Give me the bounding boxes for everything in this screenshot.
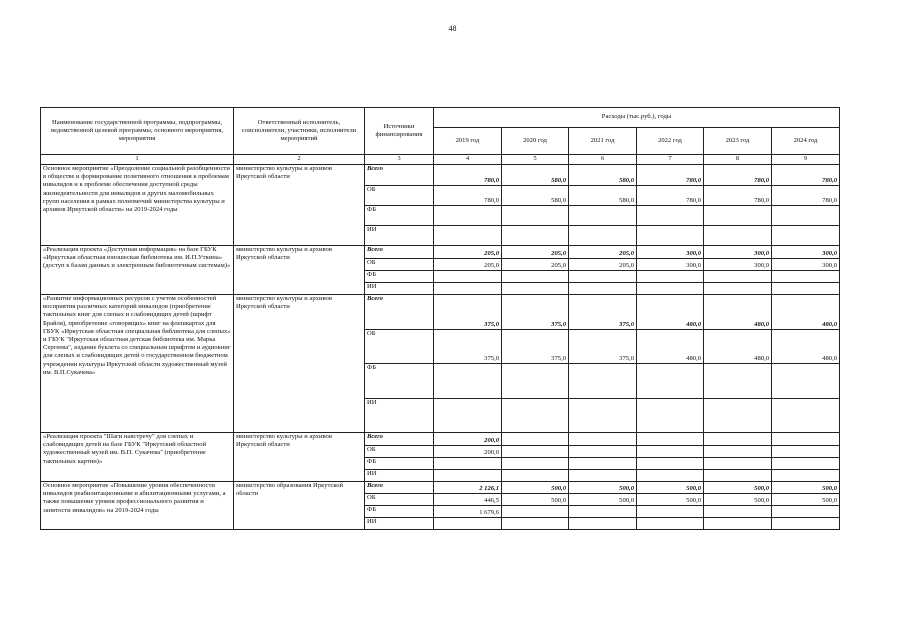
expense-value: 580,0 — [502, 165, 569, 186]
expense-value — [704, 446, 772, 458]
header-name: Наименование государственной программы, подпрограммы, ведомственной целевой программы, основного мероприятия, мероприятия — [41, 108, 234, 155]
expense-value: 205,0 — [502, 246, 569, 259]
expense-value — [772, 470, 840, 482]
expense-value — [704, 399, 772, 433]
column-number: 2 — [234, 155, 365, 165]
expense-value — [434, 399, 502, 433]
expense-value — [772, 206, 840, 226]
executor-name: министерство культуры и архивов Иркутской области — [234, 295, 365, 433]
expense-value — [772, 506, 840, 518]
expense-value: 205,0 — [569, 259, 637, 271]
expense-value — [637, 518, 704, 530]
column-number: 4 — [434, 155, 502, 165]
expense-value — [704, 226, 772, 246]
funding-source: ФБ — [365, 206, 434, 226]
expense-value: 580,0 — [569, 165, 637, 186]
funding-source: Всего — [365, 433, 434, 446]
page-number: 48 — [448, 24, 457, 33]
expense-value — [704, 433, 772, 446]
expense-value: 780,0 — [434, 165, 502, 186]
activity-name: Основное мероприятие «Преодоление социальной разобщенности в обществе и формирование позитивного отношения к проблемам инвалидов и к проблеме обеспечения доступной среды жизнедеятельности для инвалидов и других маломобильных групп населения в рамках полномочий министерства культуры и архивов Иркутской области» на 2019-2024 годы — [41, 165, 234, 246]
expense-value: 300,0 — [637, 259, 704, 271]
activity-name: «Развитие информационных ресурсов с учетом особенностей восприятия различных категорий инвалидов (приобретение тактильных книг для слепых и слабовидящих детей (шрифт Брайля), приобретение «говорящих» книг на флешкартах для ГБУК «Иркутская областная специальная библиотека для слепых» и ГБУК "Иркутская областная детская библиотека им. Марка Сергеева", издание буклета со специальным шрифтом и аудиокниг для слепых и слабовидящих детей о государственном бюджетном учреждении культуры Иркутской области художественный музей им. В.П.Сукачева» — [41, 295, 234, 433]
header-year: 2019 год — [434, 128, 502, 155]
column-number: 3 — [365, 155, 434, 165]
expense-value — [434, 206, 502, 226]
executor-name: министерство культуры и архивов Иркутской области — [234, 433, 365, 482]
activity-name: «Реализация проекта «Доступная информация» на базе ГБУК «Иркутская областная юношеская библиотека им. И.П.Уткина» (доступ к базам данных и электронным библиотечным системам)» — [41, 246, 234, 295]
expense-value: 375,0 — [502, 295, 569, 330]
expense-value: 205,0 — [569, 246, 637, 259]
expense-value: 580,0 — [569, 186, 637, 206]
expense-value: 500,0 — [637, 482, 704, 494]
funding-source: ФБ — [365, 506, 434, 518]
expense-value — [502, 458, 569, 470]
expense-value — [569, 271, 637, 283]
expense-value: 200,0 — [434, 446, 502, 458]
expense-value — [434, 364, 502, 399]
expense-value — [772, 226, 840, 246]
expense-value: 580,0 — [502, 186, 569, 206]
funding-source: ОБ — [365, 494, 434, 506]
column-number: 5 — [502, 155, 569, 165]
expense-value: 500,0 — [637, 494, 704, 506]
expense-value — [434, 470, 502, 482]
expense-value — [502, 518, 569, 530]
expense-value — [704, 271, 772, 283]
expense-value — [502, 283, 569, 295]
expense-value: 480,0 — [704, 330, 772, 364]
column-number: 6 — [569, 155, 637, 165]
funding-source: ОБ — [365, 330, 434, 364]
funding-source: ФБ — [365, 364, 434, 399]
executor-name: министерство культуры и архивов Иркутской области — [234, 165, 365, 246]
expense-value: 375,0 — [434, 330, 502, 364]
expense-value — [772, 364, 840, 399]
expense-value — [569, 433, 637, 446]
expense-value — [772, 433, 840, 446]
table-row — [41, 482, 840, 494]
expense-value — [637, 470, 704, 482]
expense-value — [637, 283, 704, 295]
expense-value — [704, 506, 772, 518]
executor-name: министерство культуры и архивов Иркутской области — [234, 246, 365, 295]
expense-value: 480,0 — [772, 330, 840, 364]
expense-value: 2 126,1 — [434, 482, 502, 494]
expense-value: 780,0 — [772, 186, 840, 206]
header-year: 2021 год — [569, 128, 637, 155]
table-row — [41, 165, 840, 186]
expense-value: 500,0 — [704, 494, 772, 506]
funding-source: Всего — [365, 295, 434, 330]
funding-source: ОБ — [365, 259, 434, 271]
expense-value: 480,0 — [637, 295, 704, 330]
table-row — [41, 433, 840, 446]
column-number: 7 — [637, 155, 704, 165]
funding-source: ИИ — [365, 518, 434, 530]
expense-value — [502, 206, 569, 226]
expense-value — [569, 206, 637, 226]
expense-value — [434, 271, 502, 283]
table-row — [41, 295, 840, 330]
expense-value — [704, 364, 772, 399]
expense-value: 205,0 — [434, 259, 502, 271]
expense-value — [772, 446, 840, 458]
funding-source: ИИ — [365, 399, 434, 433]
budget-table — [40, 107, 840, 530]
activity-name: «Реализация проекта "Шаги навстречу" для слепых и слабовидящих детей на базе ГБУК "Иркутский областной художественный музей им. В.П. Сукачева" (приобретение тактильных картин)» — [41, 433, 234, 482]
expense-value — [637, 206, 704, 226]
expense-value — [637, 433, 704, 446]
funding-source: Всего — [365, 246, 434, 259]
header-expenses: Расходы (тыс.руб.), годы — [434, 108, 840, 128]
expense-value — [637, 506, 704, 518]
expense-value — [569, 470, 637, 482]
expense-value: 780,0 — [704, 165, 772, 186]
header-executor: Ответственный исполнитель, соисполнители, участники, исполнители мероприятий — [234, 108, 365, 155]
expense-value — [569, 226, 637, 246]
expense-value — [569, 446, 637, 458]
expense-value: 1 679,6 — [434, 506, 502, 518]
expense-value — [704, 458, 772, 470]
header-year: 2020 год — [502, 128, 569, 155]
expense-value: 300,0 — [704, 259, 772, 271]
expense-value — [569, 283, 637, 295]
expense-value: 375,0 — [569, 330, 637, 364]
expense-value: 780,0 — [637, 165, 704, 186]
column-number: 1 — [41, 155, 234, 165]
expense-value: 780,0 — [434, 186, 502, 206]
funding-source: ФБ — [365, 271, 434, 283]
expense-value: 500,0 — [772, 482, 840, 494]
expense-value — [434, 518, 502, 530]
expense-value: 200,0 — [434, 433, 502, 446]
expense-value — [772, 518, 840, 530]
expense-value — [704, 206, 772, 226]
header-source: Источники финансирования — [365, 108, 434, 155]
expense-value — [569, 458, 637, 470]
expense-value — [637, 271, 704, 283]
expense-value: 500,0 — [704, 482, 772, 494]
expense-value: 300,0 — [772, 259, 840, 271]
expense-value — [772, 271, 840, 283]
funding-source: ИИ — [365, 283, 434, 295]
expense-value — [772, 399, 840, 433]
expense-value — [772, 458, 840, 470]
expense-value — [502, 364, 569, 399]
expense-value: 300,0 — [704, 246, 772, 259]
expense-value: 300,0 — [772, 246, 840, 259]
expense-value — [502, 446, 569, 458]
expense-value — [637, 399, 704, 433]
expense-value — [704, 518, 772, 530]
expense-value — [502, 433, 569, 446]
expense-value — [434, 458, 502, 470]
table-row — [41, 246, 840, 259]
header-year: 2022 год — [637, 128, 704, 155]
expense-value: 205,0 — [434, 246, 502, 259]
expense-value — [637, 458, 704, 470]
expense-value — [502, 271, 569, 283]
expense-value: 780,0 — [772, 165, 840, 186]
funding-source: Всего — [365, 165, 434, 186]
expense-value — [772, 283, 840, 295]
expense-value: 500,0 — [569, 494, 637, 506]
expense-value — [569, 399, 637, 433]
expense-value: 500,0 — [772, 494, 840, 506]
expense-value: 446,5 — [434, 494, 502, 506]
expense-value: 375,0 — [569, 295, 637, 330]
activity-name: Основное мероприятие «Повышение уровня обеспеченности инвалидов реабилитационными и абилитационными услугами, а также повышение уровня профессионального развития и занятости инвалидов» на 2019-2024 годы — [41, 482, 234, 530]
expense-value: 480,0 — [637, 330, 704, 364]
expense-value — [637, 446, 704, 458]
column-number: 8 — [704, 155, 772, 165]
expense-value: 205,0 — [502, 259, 569, 271]
executor-name: министерство образования Иркутской области — [234, 482, 365, 530]
expense-value — [569, 518, 637, 530]
funding-source: ФБ — [365, 458, 434, 470]
header-year: 2024 год — [772, 128, 840, 155]
expense-value: 480,0 — [704, 295, 772, 330]
expense-value — [502, 506, 569, 518]
expense-value: 300,0 — [637, 246, 704, 259]
expense-value — [569, 506, 637, 518]
funding-source: ОБ — [365, 446, 434, 458]
expense-value: 500,0 — [502, 494, 569, 506]
funding-source: Всего — [365, 482, 434, 494]
column-number: 9 — [772, 155, 840, 165]
expense-value — [434, 283, 502, 295]
expense-value: 780,0 — [704, 186, 772, 206]
expense-value — [637, 364, 704, 399]
expense-value — [502, 470, 569, 482]
expense-value — [434, 226, 502, 246]
expense-value: 480,0 — [772, 295, 840, 330]
expense-value — [704, 470, 772, 482]
expense-value — [637, 226, 704, 246]
funding-source: ИИ — [365, 470, 434, 482]
expense-value: 780,0 — [637, 186, 704, 206]
header-year: 2023 год — [704, 128, 772, 155]
expense-value: 375,0 — [434, 295, 502, 330]
expense-value: 500,0 — [569, 482, 637, 494]
funding-source: ОБ — [365, 186, 434, 206]
expense-value — [502, 226, 569, 246]
expense-value — [502, 399, 569, 433]
expense-value: 500,0 — [502, 482, 569, 494]
expense-value — [704, 283, 772, 295]
funding-source: ИИ — [365, 226, 434, 246]
expense-value — [569, 364, 637, 399]
expense-value: 375,0 — [502, 330, 569, 364]
